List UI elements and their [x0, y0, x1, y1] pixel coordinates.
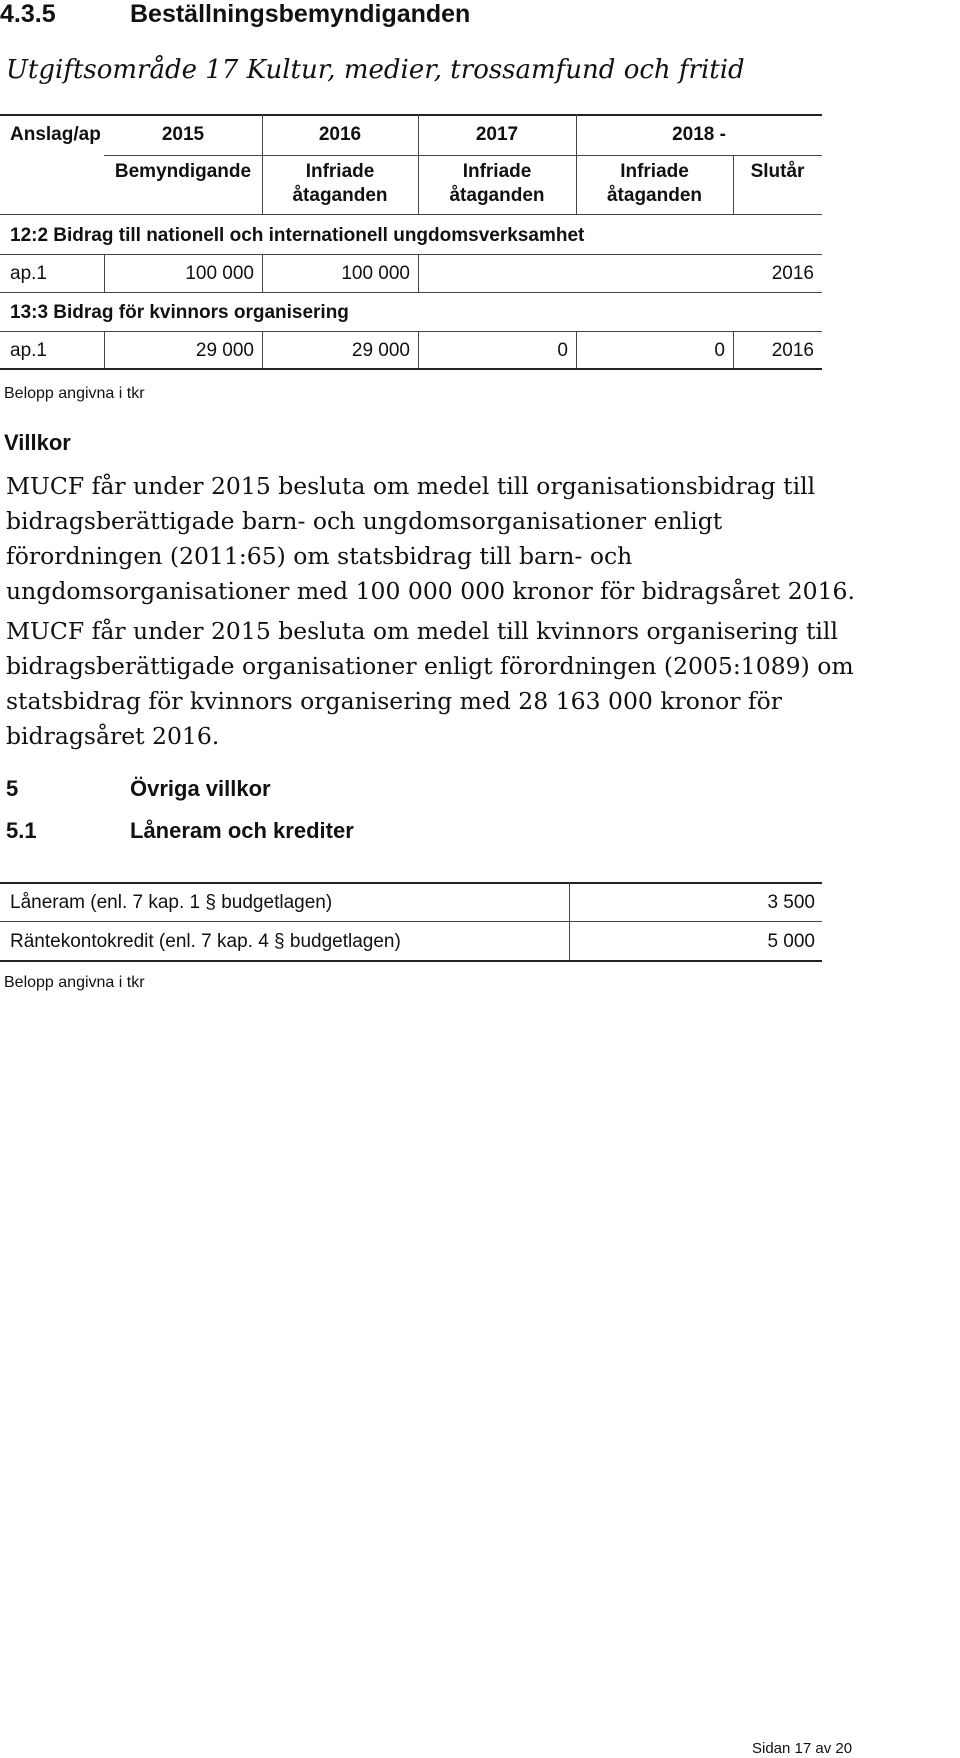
section5-number: 5: [6, 776, 19, 801]
header-ataganden-2018: åtaganden: [606, 185, 703, 206]
header-infriade-2018: Infriade: [620, 161, 689, 182]
subtitle: Utgiftsområde 17 Kultur, medier, trossamfund och fritid: [6, 55, 745, 85]
section5-title: Övriga villkor: [130, 776, 271, 801]
loan-row-value: 5 000: [767, 931, 815, 952]
row-rule: [0, 921, 822, 922]
header-slutar: Slutår: [750, 161, 805, 182]
conditions-heading: Villkor: [4, 430, 71, 455]
loan-bottom-rule: [0, 960, 822, 962]
row-value-2015: 29 000: [195, 340, 254, 361]
condition-paragraph-2: MUCF får under 2015 besluta om medel till kvinnors organisering till bidragsberättigade organisationer enligt förordningen (2005:1089) om statsbidrag för kvinnors organisering med 28 163 000 kronor för bidragsåret 2016.: [6, 617, 854, 750]
section51-title: Låneram och krediter: [130, 818, 354, 843]
loan-top-rule: [0, 882, 822, 884]
row-ap: ap.1: [10, 340, 47, 361]
section51-number: 5.1: [6, 818, 37, 843]
table-bottom-rule: [0, 368, 822, 370]
row-ap: ap.1: [10, 263, 47, 284]
header-2017: 2017: [475, 124, 519, 145]
header-anslag: Anslag/ap: [10, 124, 101, 145]
table-top-rule: [0, 114, 822, 116]
header-mid-rule: [104, 155, 822, 156]
row-rule: [0, 331, 822, 332]
header-infriade-2016: Infriade: [305, 161, 375, 182]
header-infriade-2017: Infriade: [462, 161, 532, 182]
row-rule: [0, 254, 822, 255]
page-number: Sidan 17 av 20: [752, 1740, 853, 1757]
section-number: 4.3.5: [0, 0, 56, 28]
section-title: Beställningsbemyndiganden: [130, 0, 471, 28]
row-value-2015: 100 000: [185, 263, 254, 284]
row-value-2018: 0: [714, 340, 725, 361]
row-value-2017: 0: [557, 340, 568, 361]
loan-row-label: Räntekontokredit (enl. 7 kap. 4 § budgetlagen): [10, 931, 401, 952]
condition-paragraph-1: MUCF får under 2015 besluta om medel till organisationsbidrag till bidragsberättigade barn- och ungdomsorganisationer enligt förordningen (2011:65) om statsbidrag till barn- och ungdomsorganisationer med 100 000 000 kronor för bidragsåret 2016.: [6, 472, 855, 605]
header-bottom-rule: [0, 214, 822, 215]
header-2018: 2018 -: [672, 124, 726, 145]
loan-row-label: Låneram (enl. 7 kap. 1 § budgetlagen): [10, 892, 333, 913]
loan-row-value: 3 500: [767, 892, 815, 913]
header-bemyndigande: Bemyndigande: [114, 161, 252, 182]
group-title-13-3: 13:3 Bidrag för kvinnors organisering: [10, 302, 349, 323]
group-title-12-2: 12:2 Bidrag till nationell och internationell ungdomsverksamhet: [10, 225, 585, 246]
col-divider: [418, 254, 419, 292]
header-2015: 2015: [161, 124, 205, 145]
row-end-year: 2016: [771, 263, 814, 284]
loan-footnote: Belopp angivna i tkr: [4, 974, 145, 991]
row-value-2016: 100 000: [341, 263, 410, 284]
header-ataganden-2016: åtaganden: [292, 185, 388, 206]
row-rule: [0, 292, 822, 293]
header-2016: 2016: [318, 124, 362, 145]
row-value-2016: 29 000: [351, 340, 410, 361]
row-end-year: 2016: [771, 340, 814, 361]
table-footnote: Belopp angivna i tkr: [4, 385, 145, 402]
header-ataganden-2017: åtaganden: [449, 185, 545, 206]
